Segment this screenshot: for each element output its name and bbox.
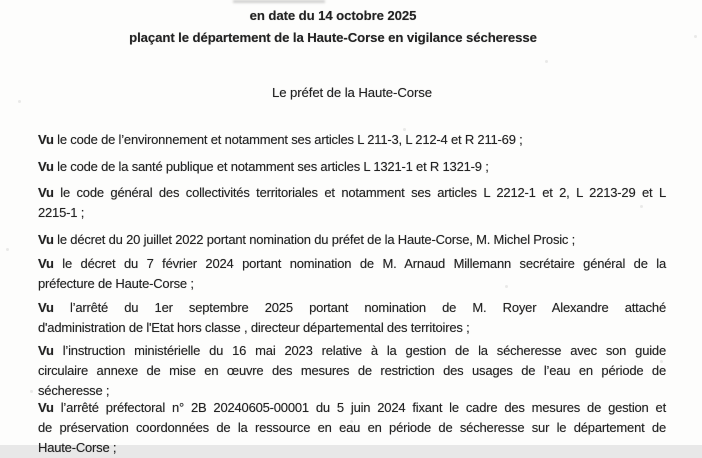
recital-line — [38, 341, 666, 361]
recital-text: l’arrêté du 1er septembre 2025 portant nomination de M. Royer Alexandre attaché — [69, 300, 666, 315]
recital-line — [38, 254, 666, 274]
title-line-2: plaçant le département de la Haute-Corse en vigilance sécheresse — [129, 30, 537, 45]
recital-line: d'administration de l'Etat hors classe , directeur départemental des territoires ; — [38, 320, 470, 335]
scan-speck — [694, 35, 697, 38]
recital-7 — [38, 341, 666, 401]
recital-1 — [38, 130, 666, 150]
recital-text: l’instruction ministérielle du 16 mai 2023 relative à la gestion de la sécheresse avec son guide — [62, 343, 666, 358]
recital-line: Haute-Corse ; — [38, 440, 117, 455]
vu-prefix: Vu — [38, 132, 54, 147]
scan-artifact-top — [233, 0, 325, 3]
recital-line: 2215-1 ; — [38, 205, 85, 220]
vu-prefix: Vu — [38, 300, 54, 315]
vu-prefix: Vu — [38, 343, 54, 358]
scan-speck — [30, 390, 33, 393]
vu-prefix: Vu — [38, 185, 54, 200]
recital-4 — [38, 230, 666, 250]
recital-text: le décret du 20 juillet 2022 portant nomination du préfet de la Haute-Corse, M. Michel Prosic ; — [57, 232, 576, 247]
vu-prefix: Vu — [38, 232, 54, 247]
document-title — [38, 5, 628, 49]
scan-speck — [18, 100, 21, 103]
recital-3 — [38, 183, 666, 223]
recital-line: circulaire annexe de mise en œuvre des mesures de restriction des usages de l’eau en période de — [38, 363, 666, 378]
title-line-1: en date du 14 octobre 2025 — [249, 8, 417, 23]
recital-text: le code de la santé publique et notamment ses articles L 1321-1 et R 1321-9 ; — [57, 159, 489, 174]
recital-line — [38, 230, 666, 250]
recital-text: l’arrêté préfectoral n° 2B 20240605-00001 du 5 juin 2024 fixant le cadre des mesures de gestion et — [60, 400, 666, 415]
scan-speck — [545, 60, 548, 63]
scan-speck — [6, 248, 9, 251]
recital-text: le décret du 7 février 2024 portant nomination de M. Arnaud Millemann secrétaire général de la — [62, 256, 666, 271]
recital-line — [38, 130, 666, 150]
vu-prefix: Vu — [38, 159, 54, 174]
recital-line: de préservation coordonnées de la ressource en eau en période de sécheresse sur le département de — [38, 420, 666, 435]
recital-5 — [38, 254, 666, 294]
recital-line — [38, 298, 666, 318]
recital-6 — [38, 298, 666, 338]
issuer-line: Le préfet de la Haute-Corse — [271, 85, 433, 100]
vu-prefix: Vu — [38, 400, 54, 415]
vu-prefix: Vu — [38, 256, 54, 271]
recital-line — [38, 183, 666, 203]
recital-2 — [38, 157, 666, 177]
recital-line: sécheresse ; — [38, 383, 110, 398]
recital-8 — [38, 398, 666, 458]
recital-text: le code général des collectivités territoriales et notamment ses articles L 2212-1 et 2, L 2213-29 et L — [60, 185, 666, 200]
recital-line: préfecture de Haute-Corse ; — [38, 276, 194, 291]
recital-text: le code de l’environnement et notamment ses articles L 211-3, L 212-4 et R 211-69 ; — [57, 132, 523, 147]
recital-line — [38, 398, 666, 418]
recital-line — [38, 157, 666, 177]
